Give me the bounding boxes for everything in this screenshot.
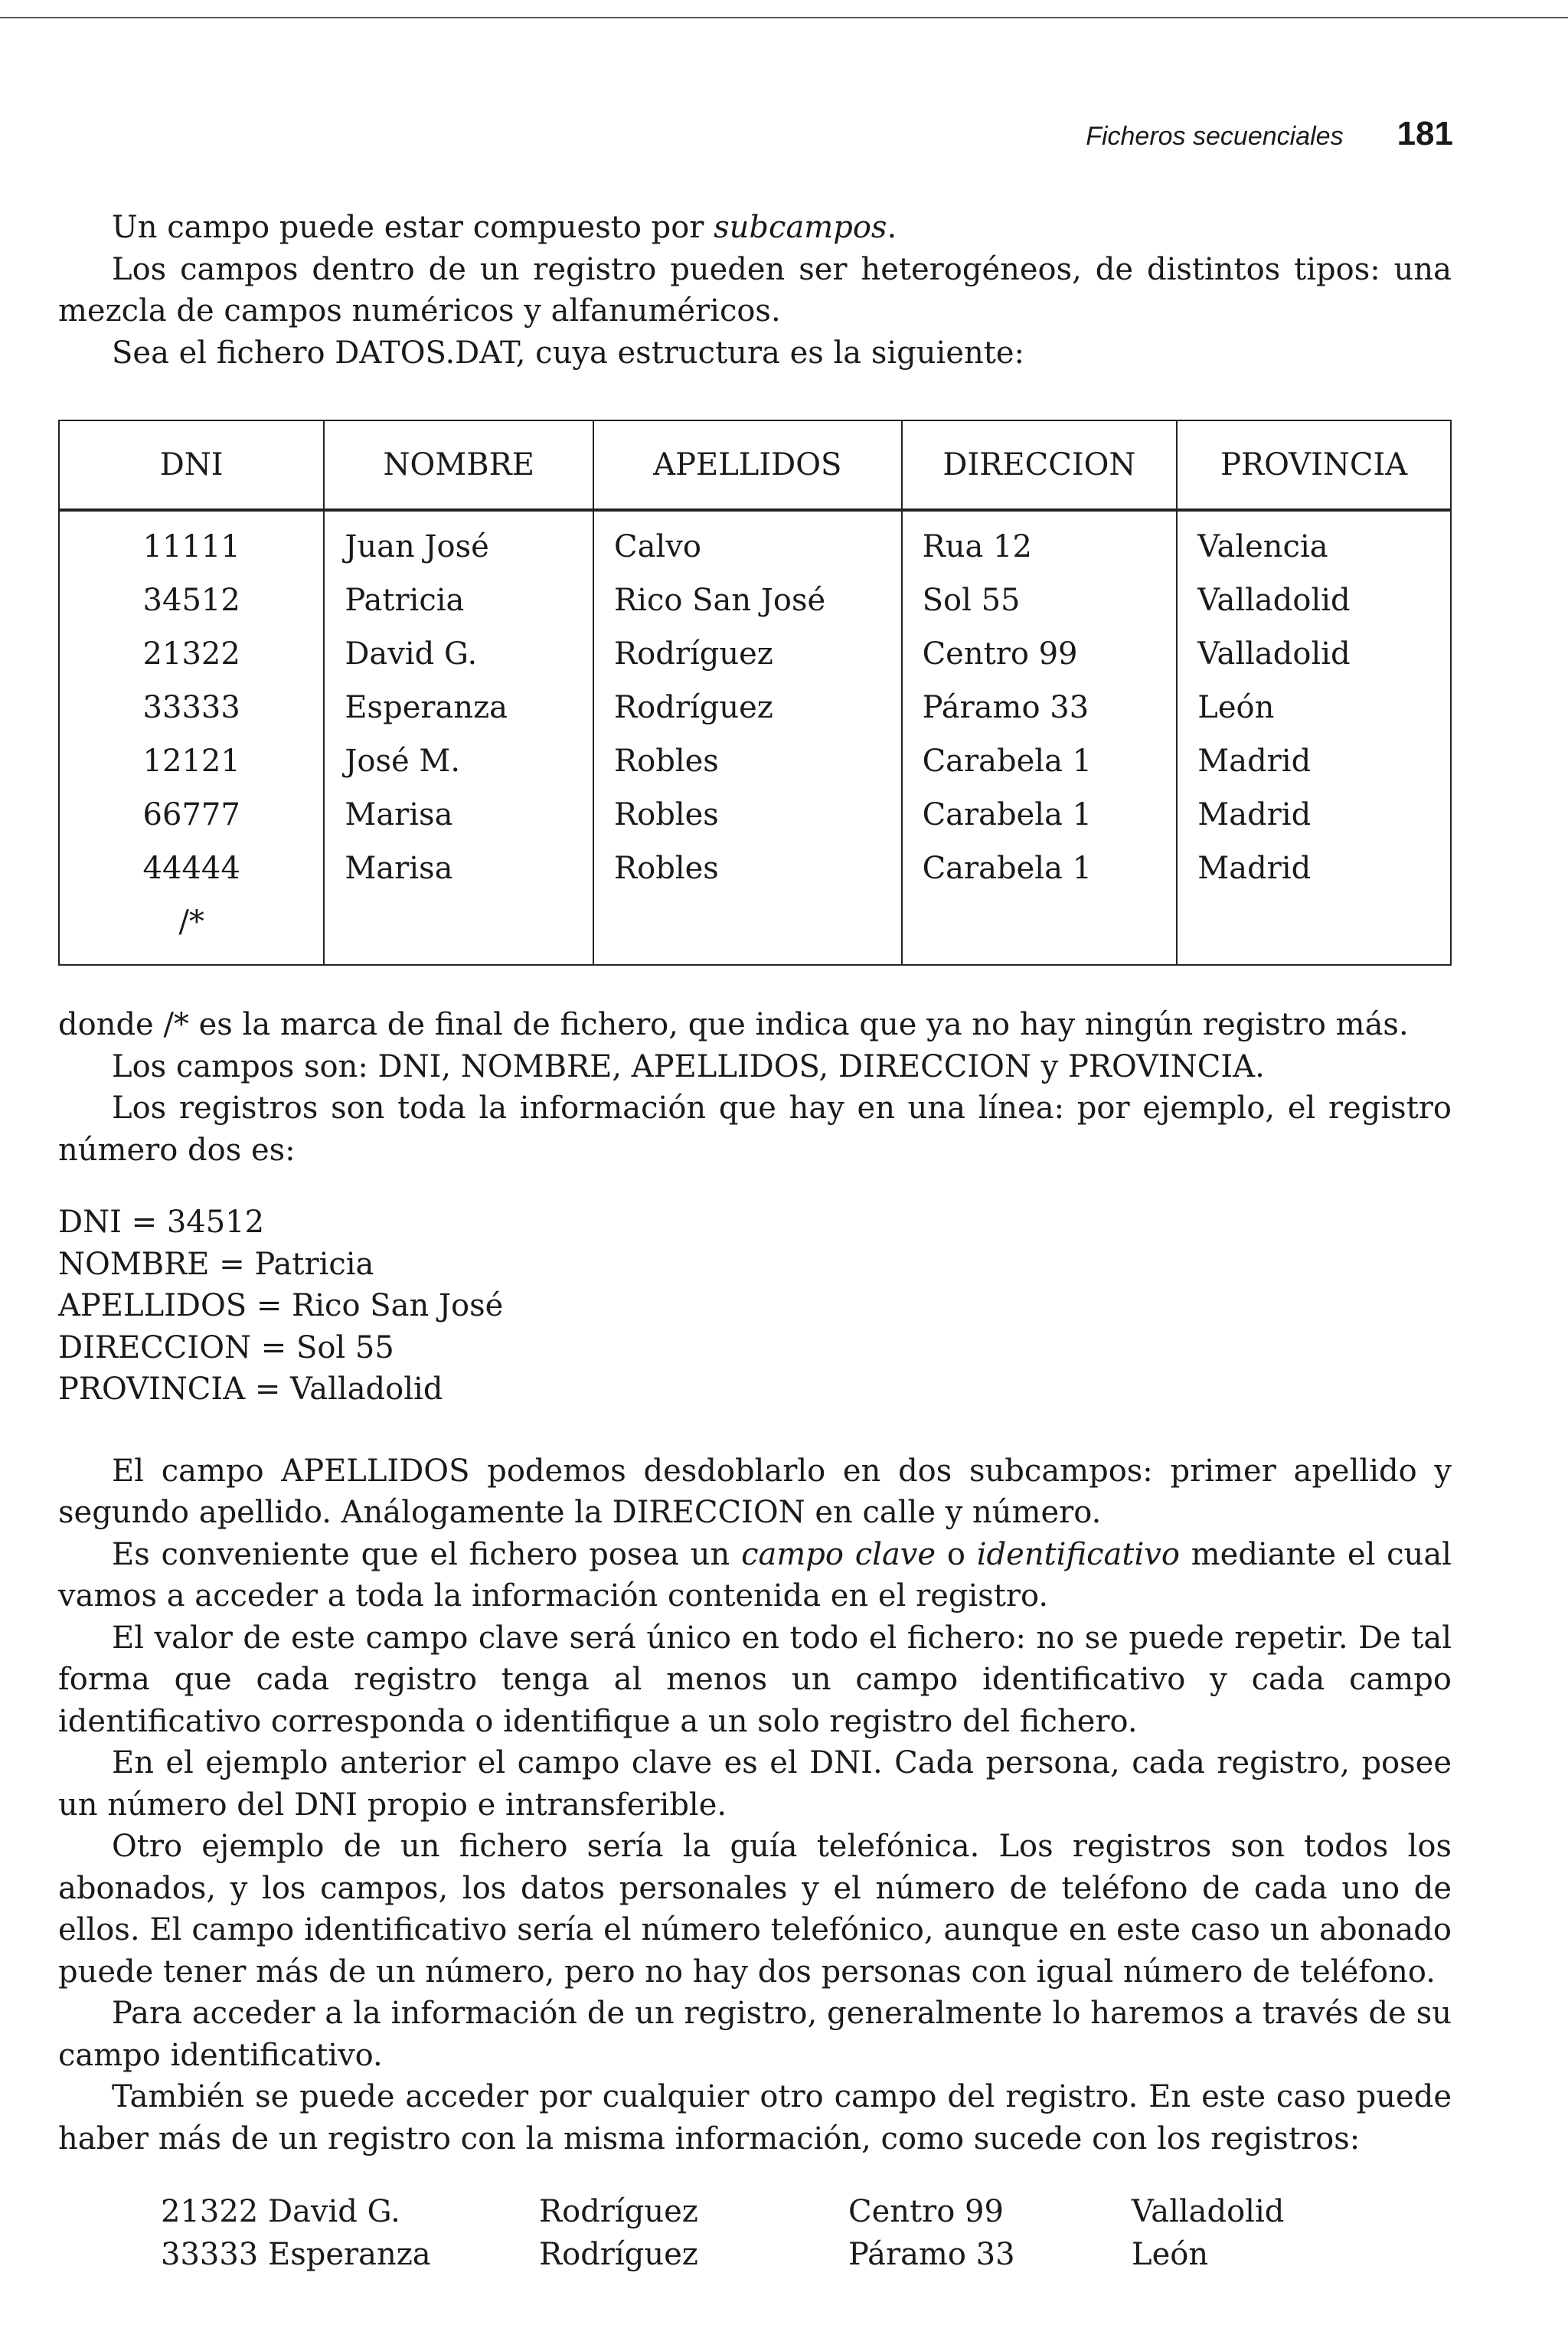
running-head <box>1086 115 1453 153</box>
table-cell: Valladolid <box>1177 569 1451 623</box>
example-cell: Esperanza <box>268 2237 431 2272</box>
table-cell <box>902 891 1178 965</box>
paragraph: Otro ejemplo de un fichero sería la guía telefónica. Los registros son todos los abonados, y los campos, los datos personales y el número de teléfono de cada uno de ellos. El campo identificativo sería el número telefónico, aunque en este caso un abonado puede tener más de un número, pero no hay dos personas con igual número de teléfono. <box>58 1829 1452 1990</box>
column-header-provincia: PROVINCIA <box>1177 420 1451 510</box>
example-cell: Valladolid <box>1132 2194 1285 2229</box>
example-cell: Rodríguez <box>539 2237 698 2272</box>
example-cell: Páramo 33 <box>848 2237 1015 2272</box>
table-row-end <box>59 891 1451 965</box>
table-cell: 66777 <box>59 783 324 837</box>
table-cell: Madrid <box>1177 783 1451 837</box>
example-cell: David G. <box>268 2194 400 2229</box>
running-title: Ficheros secuenciales <box>1086 122 1344 151</box>
table-cell: León <box>1177 676 1451 730</box>
table-cell: Esperanza <box>324 676 593 730</box>
example-cell: Centro 99 <box>848 2194 1004 2229</box>
example-row <box>58 2233 1284 2276</box>
table-cell: Carabela 1 <box>902 837 1178 891</box>
example-cell: León <box>1132 2237 1209 2272</box>
table-cell: Madrid <box>1177 837 1451 891</box>
table-cell: Centro 99 <box>902 623 1178 676</box>
table-cell: Valencia <box>1177 515 1451 569</box>
table-cell: Patricia <box>324 569 593 623</box>
paragraph: También se puede acceder por cualquier otro campo del registro. En este caso puede haber más de un registro con la misma información, como sucede con los registros: <box>58 2079 1452 2157</box>
table-cell: Carabela 1 <box>902 730 1178 783</box>
record-field: DNI = 34512 <box>58 1205 265 1240</box>
example-row <box>58 2190 1284 2233</box>
table-cell: Rico San José <box>593 569 902 623</box>
paragraph: Los registros son toda la información que hay en una línea: por ejemplo, el registro número dos es: <box>58 1091 1452 1168</box>
page-content <box>58 207 1452 2276</box>
table-cell: 33333 <box>59 676 324 730</box>
table-cell: Madrid <box>1177 730 1451 783</box>
table-cell: Robles <box>593 837 902 891</box>
table-cell: Juan José <box>324 515 593 569</box>
record-field: PROVINCIA = Valladolid <box>58 1372 443 1407</box>
table-cell: José M. <box>324 730 593 783</box>
table-row <box>59 837 1451 891</box>
table-cell <box>324 891 593 965</box>
table-body <box>59 510 1451 965</box>
table-cell: Páramo 33 <box>902 676 1178 730</box>
record-field: NOMBRE = Patricia <box>58 1246 374 1282</box>
table-cell: 12121 <box>59 730 324 783</box>
paragraph: Los campos dentro de un registro pueden ser heterogéneos, de distintos tipos: una mezcla de campos numéricos y alfanuméricos. <box>58 251 1452 329</box>
table-cell: Robles <box>593 730 902 783</box>
paragraph: En el ejemplo anterior el campo clave es el DNI. Cada persona, cada registro, posee un número del DNI propio e intransferible. <box>58 1745 1452 1823</box>
table-cell: Valladolid <box>1177 623 1451 676</box>
record-field: DIRECCION = Sol 55 <box>58 1329 394 1365</box>
paragraph: Para acceder a la información de un registro, generalmente lo haremos a través de su campo identificativo. <box>58 1996 1452 2073</box>
table-row <box>59 623 1451 676</box>
column-header-apellidos: APELLIDOS <box>593 420 902 510</box>
column-header-nombre: NOMBRE <box>324 420 593 510</box>
table-cell: Carabela 1 <box>902 783 1178 837</box>
table-cell: Sol 55 <box>902 569 1178 623</box>
table-row <box>59 569 1451 623</box>
table-cell: Robles <box>593 783 902 837</box>
example-records-table <box>58 2190 1284 2276</box>
paragraph: donde /* es la marca de final de fichero, que indica que ya no hay ningún registro más. <box>58 1007 1409 1042</box>
table-cell: 44444 <box>59 837 324 891</box>
record-field: APELLIDOS = Rico San José <box>58 1288 504 1323</box>
table-cell: 34512 <box>59 569 324 623</box>
table-cell: Marisa <box>324 783 593 837</box>
record-example <box>58 1202 1452 1411</box>
table-row <box>59 783 1451 837</box>
paragraph: Un campo puede estar compuesto por subcampos. <box>112 210 897 245</box>
table-header-row <box>59 420 1451 510</box>
body-paragraphs <box>58 1450 1452 2160</box>
paragraph: El campo APELLIDOS podemos desdoblarlo en dos subcampos: primer apellido y segundo apellido. Análogamente la DIRECCION en calle y número. <box>58 1453 1452 1530</box>
page-number: 181 <box>1396 115 1453 152</box>
end-of-file-marker: /* <box>59 891 324 965</box>
table-row <box>59 676 1451 730</box>
table-cell: 21322 <box>59 623 324 676</box>
paragraph: El valor de este campo clave será único en todo el fichero: no se puede repetir. De tal forma que cada registro tenga al menos un campo identificativo y cada campo identificativo corresponda o identifique a un solo registro del fichero. <box>58 1620 1452 1739</box>
table-cell: 11111 <box>59 515 324 569</box>
column-header-direccion: DIRECCION <box>902 420 1178 510</box>
table-cell: Marisa <box>324 837 593 891</box>
example-cell: 33333 <box>161 2237 259 2272</box>
table-cell: Rua 12 <box>902 515 1178 569</box>
table-cell <box>593 891 902 965</box>
records-table <box>58 420 1452 966</box>
table-cell: Rodríguez <box>593 676 902 730</box>
table-cell: Calvo <box>593 515 902 569</box>
table-cell: David G. <box>324 623 593 676</box>
example-cell: 21322 <box>161 2194 259 2229</box>
table-row <box>59 730 1451 783</box>
table-row <box>59 515 1451 569</box>
paragraph: Sea el fichero DATOS.DAT, cuya estructura es la siguiente: <box>112 335 1024 371</box>
paragraph: Los campos son: DNI, NOMBRE, APELLIDOS, DIRECCION y PROVINCIA. <box>112 1048 1265 1084</box>
column-header-dni: DNI <box>59 420 324 510</box>
top-rule <box>0 17 1568 18</box>
paragraph: Es conveniente que el fichero posea un campo clave o identificativo mediante el cual vamos a acceder a toda la información contenida en el registro. <box>58 1536 1452 1614</box>
example-cell: Rodríguez <box>539 2194 698 2229</box>
table-cell <box>1177 891 1451 965</box>
table-cell: Rodríguez <box>593 623 902 676</box>
